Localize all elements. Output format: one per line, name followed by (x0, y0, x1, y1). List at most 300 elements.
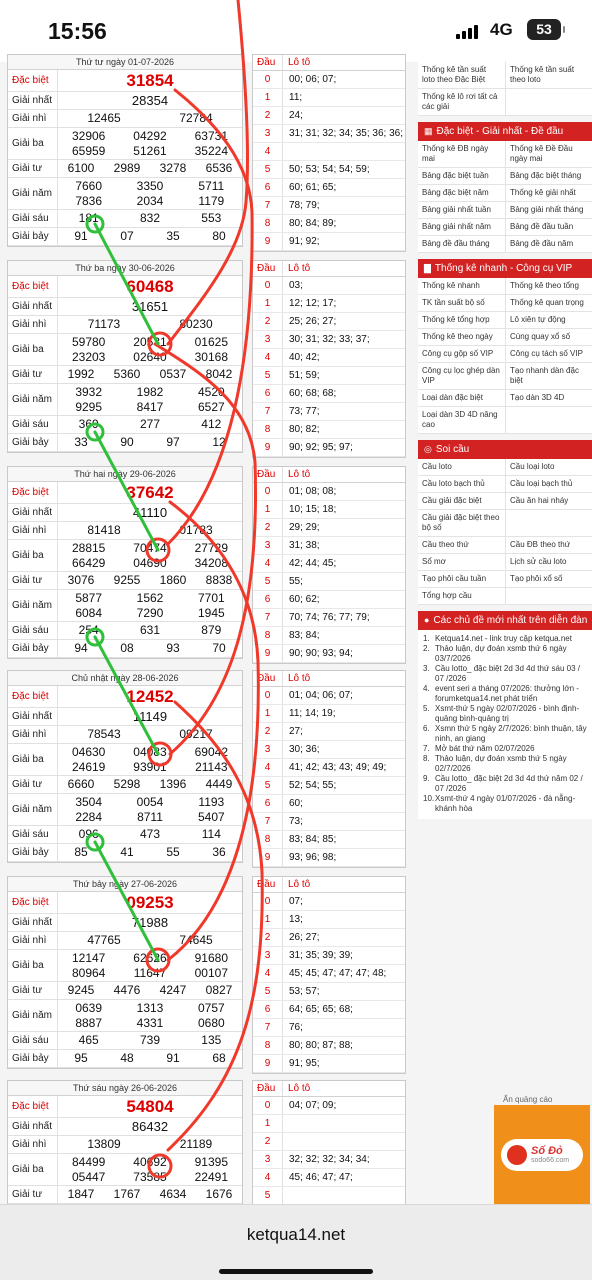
loto-head-digit: 9 (253, 1055, 283, 1072)
loto-head-digit: 5 (253, 777, 283, 794)
sidebar-link[interactable]: Cầu theo thứ (422, 540, 469, 549)
loto-row (253, 349, 405, 367)
prize-number: 4634 (159, 1187, 187, 1201)
result-table (7, 54, 243, 247)
dau-label: Đầu (253, 671, 283, 686)
loto-values: 70; 74; 76; 77; 79; (289, 612, 370, 623)
prize-values (58, 416, 242, 433)
prize-number: 40692 (133, 1154, 167, 1169)
prize-number: 81418 (87, 523, 121, 537)
forum-topic[interactable] (423, 704, 587, 724)
sidebar-section-header (418, 440, 592, 459)
prize-number: 6536 (205, 161, 233, 175)
loto-head-digit: 5 (253, 573, 283, 590)
prize-row-g2 (8, 1136, 242, 1154)
loto-values: 45; 45; 47; 47; 47; 48; (289, 968, 387, 979)
prize-values (58, 640, 242, 657)
sidebar-link[interactable]: Cầu loto (422, 462, 452, 471)
forum-topic-title[interactable]: Xsmt-thứ 5 ngày 02/07/2026 - bình định-quảng bình-quảng trị (435, 704, 580, 723)
loto-head-digit: 7 (253, 813, 283, 830)
prize-row-db (8, 70, 242, 92)
prize-number: 3504 (75, 794, 103, 809)
loto-head-digit: 2 (253, 107, 283, 124)
loto-values (283, 1187, 289, 1204)
forum-topic-title[interactable]: Thảo luận, dự đoán xsmb thứ 5 ngày 02/7/2026 (435, 754, 567, 773)
forum-topic[interactable] (423, 634, 587, 644)
sidebar-link[interactable]: Bảng đề đầu tháng (422, 239, 490, 248)
sidebar-link-row (418, 185, 592, 202)
prize-number: 91395 (194, 1154, 228, 1169)
loto-row (253, 537, 405, 555)
sidebar-link[interactable]: Tạo nhanh dàn đặc biệt (505, 363, 592, 389)
prize-number: 47765 (87, 933, 121, 947)
signal-icon (456, 23, 478, 39)
sidebar (418, 62, 592, 819)
loto-row (253, 331, 405, 349)
sidebar-link[interactable]: Loại dàn 3D 4D nâng cao (422, 410, 498, 429)
sidebar-link-row (418, 168, 592, 185)
loto-values: 41; 42; 43; 43; 49; 49; (289, 762, 387, 773)
prize-number: 1860 (159, 573, 187, 587)
forum-topic-number: 3. (423, 664, 430, 673)
forum-topic[interactable] (423, 684, 587, 704)
prize-values (58, 932, 242, 949)
prize-row-g2 (8, 110, 242, 128)
loto-row (253, 1133, 405, 1151)
prize-values (58, 1000, 242, 1031)
prize-label: Giải năm (8, 1000, 58, 1031)
sidebar-link-row (418, 202, 592, 219)
sidebar-link[interactable]: Cầu loto bạch thủ (422, 479, 485, 488)
hide-ad-link[interactable]: Ẩn quảng cáo (503, 1095, 553, 1104)
forum-topic[interactable] (423, 644, 587, 664)
ad-domain: sodo66.com (531, 1157, 570, 1164)
prize-number: 90 (120, 435, 134, 449)
loto-values (283, 1115, 289, 1132)
prize-number: 85 (74, 845, 88, 859)
prize-number: 55 (166, 845, 180, 859)
prize-values (58, 540, 242, 571)
loto-row (253, 107, 405, 125)
sidebar-link[interactable]: Công cụ gộp số VIP (422, 349, 494, 358)
loto-head-digit: 5 (253, 1187, 283, 1204)
sidebar-link[interactable]: Bảng giải nhất năm (422, 222, 491, 231)
loto-header (253, 1081, 405, 1097)
sidebar-link[interactable]: Cầu giải đặc biệt (422, 496, 482, 505)
loto-values: 91; 92; (289, 236, 320, 247)
forum-topic-number: 4. (423, 684, 430, 693)
loto-row (253, 645, 405, 663)
sidebar-link[interactable]: Thống kê tổng hợp (422, 315, 490, 324)
sidebar-link[interactable]: Bảng đặc biệt tháng (505, 168, 592, 184)
prize-row-g6 (8, 210, 242, 228)
loto-head-digit: 0 (253, 71, 283, 88)
loto-head-digit: 7 (253, 403, 283, 420)
loto-values: 73; (289, 816, 303, 827)
prize-number: 5407 (197, 809, 225, 824)
sidebar-link[interactable]: Thống kê ĐB ngày mai (422, 144, 489, 163)
prize-values (58, 504, 242, 521)
loto-values: 50; 53; 54; 54; 59; (289, 164, 370, 175)
sidebar-link[interactable]: Bảng giải nhất tháng (505, 202, 592, 218)
sidebar-link[interactable]: Loại dàn đặc biệt (422, 393, 483, 402)
loto-row (253, 813, 405, 831)
forum-topic[interactable] (423, 774, 587, 794)
prize-number: 631 (139, 623, 160, 637)
prize-number: 31854 (126, 71, 174, 90)
prize-values (58, 982, 242, 999)
forum-topic-title[interactable]: Xsmn thứ 5 ngày 2/7/2026: bình thuận, tây ninh, an giang (435, 724, 587, 743)
prize-values (58, 572, 242, 589)
sidebar-link[interactable]: Thống kê Đề Đầu ngày mai (505, 141, 592, 167)
sidebar-link[interactable]: Sổ mơ (422, 557, 446, 566)
prize-values (58, 622, 242, 639)
prize-label: Giải ba (8, 334, 58, 365)
coin-icon (507, 1145, 527, 1165)
loto-head-digit: 6 (253, 1001, 283, 1018)
prize-label: Giải tư (8, 776, 58, 793)
prize-number: 4331 (136, 1015, 164, 1030)
sidebar-link[interactable]: TK tần suất bộ số (422, 298, 485, 307)
prize-number: 5877 (75, 590, 103, 605)
prize-row-g7 (8, 640, 242, 658)
prize-number: 7836 (75, 193, 103, 208)
dau-label: Đầu (253, 877, 283, 892)
prize-label: Giải bảy (8, 228, 58, 245)
loto-head-digit: 3 (253, 1151, 283, 1168)
prize-number: 00107 (194, 965, 228, 980)
loto-values: 55; (289, 576, 303, 587)
loto-values: 52; 54; 55; (289, 780, 337, 791)
prize-number: 37642 (126, 483, 174, 502)
loto-values: 60; 68; 68; (289, 388, 337, 399)
prize-number: 02640 (133, 349, 167, 364)
result-table (7, 260, 243, 453)
loto-head-digit: 1 (253, 89, 283, 106)
address-bar[interactable]: ketqua14.net (246, 1225, 346, 1244)
loto-head-digit: 9 (253, 849, 283, 866)
loto-head-digit: 6 (253, 591, 283, 608)
prize-label: Giải nhì (8, 932, 58, 949)
forum-topic-title[interactable]: Thảo luận, dự đoán xsmb thứ 6 ngày 03/7/2026 (435, 644, 567, 663)
loto-row (253, 1115, 405, 1133)
sidebar-link-row (418, 89, 592, 116)
loto-row (253, 1001, 405, 1019)
loto-row (253, 1187, 405, 1205)
forum-topic-title[interactable]: Mở bát thứ năm 02/07/2026 (435, 744, 535, 753)
prize-number: 78543 (87, 727, 121, 741)
loto-head-digit: 1 (253, 911, 283, 928)
sidebar-link-row (418, 236, 592, 253)
loto-values: 13; (289, 914, 303, 925)
loto-values: 01; 08; 08; (289, 486, 337, 497)
prize-number: 11149 (132, 709, 168, 724)
loto-head-digit: 5 (253, 367, 283, 384)
sidebar-link[interactable]: Lịch sử cầu loto (505, 554, 592, 570)
prize-row-g2 (8, 932, 242, 950)
prize-number: 7290 (136, 605, 164, 620)
prize-label: Giải bảy (8, 434, 58, 451)
result-table (7, 466, 243, 659)
loto-head-digit: 2 (253, 519, 283, 536)
loto-row (253, 215, 405, 233)
loto-table (252, 1080, 406, 1224)
prize-number: 8042 (205, 367, 233, 381)
loto-header (253, 55, 405, 71)
loto-head-digit: 0 (253, 483, 283, 500)
loto-head-digit: 1 (253, 295, 283, 312)
prize-number: 3932 (75, 384, 103, 399)
prize-label: Giải nhì (8, 1136, 58, 1153)
sidebar-link[interactable]: Thống kê theo tổng (505, 278, 592, 294)
result-date: Thứ hai ngày 29-06-2026 (8, 467, 242, 482)
loto-values: 91; 95; (289, 1058, 320, 1069)
prize-number: 01625 (194, 334, 228, 349)
loto-row (253, 89, 405, 107)
prize-row-g2 (8, 316, 242, 334)
sidebar-link[interactable]: Lô xiên tự động (505, 312, 592, 328)
prize-number: 35 (166, 229, 180, 243)
sidebar-link-row (418, 571, 592, 588)
forum-topic[interactable] (423, 744, 587, 754)
prize-values (58, 298, 242, 315)
loto-table (252, 466, 406, 664)
page-content[interactable] (0, 57, 592, 1204)
sidebar-section-links (418, 459, 592, 605)
prize-number: 5711 (198, 178, 225, 193)
loto-row (253, 161, 405, 179)
loto-header (253, 467, 405, 483)
prize-label: Giải sáu (8, 622, 58, 639)
prize-number: 04292 (133, 128, 167, 143)
loto-label: Lô tô (288, 469, 311, 480)
prize-number: 31651 (131, 299, 169, 314)
sidebar-link[interactable]: Cầu loại loto (505, 459, 592, 475)
prize-number: 12 (212, 435, 226, 449)
prize-label: Giải ba (8, 128, 58, 159)
prize-number: 32906 (71, 128, 106, 143)
prize-number: 1193 (198, 794, 225, 809)
loto-values: 12; 12; 17; (289, 298, 337, 309)
prize-number: 70474 (133, 540, 167, 555)
sidebar-link[interactable]: Tạo phôi xổ số (505, 571, 592, 587)
result-date: Thứ ba ngày 30-06-2026 (8, 261, 242, 276)
loto-table (252, 670, 406, 868)
prize-values (58, 686, 242, 707)
prize-number: 28815 (71, 540, 106, 555)
prize-row-db (8, 482, 242, 504)
sidebar-link-row (418, 346, 592, 363)
prize-values (58, 1032, 242, 1049)
forum-topic[interactable] (423, 794, 587, 814)
prize-number: 879 (201, 623, 222, 637)
prize-label: Giải bảy (8, 844, 58, 861)
sidebar-link[interactable]: Cùng quay xổ số (505, 329, 592, 345)
sidebar-link[interactable]: Thống kê nhanh (422, 281, 480, 290)
loto-table (252, 876, 406, 1074)
sidebar-link[interactable]: Tạo dàn 3D 4D (505, 390, 592, 406)
sidebar-section-title: Đặc biệt - Giải nhất - Đề đầu (436, 126, 564, 137)
prize-number: 12452 (126, 687, 174, 706)
sidebar-section-header (418, 259, 592, 278)
forum-topic-number: 1. (423, 634, 430, 643)
sidebar-link[interactable]: Tổng hợp cầu (422, 591, 472, 600)
prize-row-g7 (8, 1050, 242, 1068)
advertisement[interactable] (494, 1105, 590, 1204)
home-indicator[interactable] (219, 1269, 373, 1274)
result-date: Chủ nhật ngày 28-06-2026 (8, 671, 242, 686)
loto-head-digit: 0 (253, 1097, 283, 1114)
prize-row-g4 (8, 366, 242, 384)
prize-number: 12147 (71, 950, 106, 965)
loto-head-digit: 3 (253, 741, 283, 758)
prize-number: 6660 (67, 777, 95, 791)
loto-values: 53; 57; (289, 986, 320, 997)
prize-number: 1982 (136, 384, 164, 399)
forum-topic-number: 9. (423, 774, 430, 783)
prize-label: Giải bảy (8, 640, 58, 657)
sidebar-link[interactable]: Bảng giải nhất tuần (422, 205, 491, 214)
loto-row (253, 1037, 405, 1055)
loto-row (253, 759, 405, 777)
prize-values (58, 384, 242, 415)
sidebar-link-row (418, 476, 592, 493)
sidebar-link[interactable]: Bảng đặc biệt năm (422, 188, 489, 197)
prize-number: 369 (78, 417, 99, 431)
loto-header (253, 877, 405, 893)
sidebar-link[interactable]: Cầu loại bạch thủ (505, 476, 592, 492)
sidebar-link-row (418, 554, 592, 571)
loto-head-digit: 2 (253, 1133, 283, 1150)
prize-number: 68 (212, 1051, 226, 1065)
prize-number: 62626 (133, 950, 167, 965)
prize-number: 2284 (75, 809, 103, 824)
loto-row (253, 385, 405, 403)
prize-number: 8417 (136, 399, 164, 414)
prize-number: 30168 (194, 349, 228, 364)
dau-label: Đầu (253, 1081, 283, 1096)
loto-head-digit: 7 (253, 609, 283, 626)
sidebar-link[interactable]: Bảng đề đầu tuần (505, 219, 592, 235)
loto-head-digit: 6 (253, 795, 283, 812)
sidebar-link[interactable]: Thống kê tần suất loto theo Đặc Biệt (422, 65, 487, 84)
prize-number: 2034 (136, 193, 164, 208)
prize-number: 8887 (75, 1015, 103, 1030)
prize-values (58, 228, 242, 245)
prize-label: Giải nhất (8, 298, 58, 315)
prize-number: 12465 (87, 111, 121, 125)
prize-number: 1179 (198, 193, 225, 208)
forum-topic-title[interactable]: Cầu lotto_ đặc biệt 2d 3d 4d thứ năm 02 / 07 /2026 (435, 774, 583, 793)
prize-number: 0639 (75, 1000, 103, 1015)
loto-head-digit: 3 (253, 947, 283, 964)
prize-values (58, 482, 242, 503)
loto-table (252, 54, 406, 252)
prize-number: 72784 (179, 111, 213, 125)
loto-head-digit: 0 (253, 893, 283, 910)
prize-row-g4 (8, 776, 242, 794)
loto-values: 27; (289, 726, 303, 737)
sidebar-link[interactable]: Công cụ tách số VIP (505, 346, 592, 362)
loto-label: Lô tô (288, 879, 311, 890)
prize-label: Đặc biệt (8, 686, 58, 707)
loto-row (253, 555, 405, 573)
loto-values: 93; 96; 98; (289, 852, 337, 863)
prize-row-g1 (8, 504, 242, 522)
loto-head-digit: 5 (253, 983, 283, 1000)
loto-values: 26; 27; (289, 932, 320, 943)
loto-values: 30; 31; 32; 33; 37; (289, 334, 370, 345)
prize-number: 1992 (67, 367, 95, 381)
prize-number: 8838 (205, 573, 233, 587)
sidebar-link-row (418, 219, 592, 236)
prize-number: 6084 (75, 605, 103, 620)
forum-topic-title[interactable]: Xsmt-thứ 4 ngày 01/07/2026 - đà nẵng-khánh hòa (435, 794, 576, 813)
prize-number: 1676 (205, 1187, 233, 1201)
sidebar-link[interactable]: Thống kê lô rơi tất cả các giải (422, 92, 498, 111)
dau-label: Đầu (253, 55, 283, 70)
sidebar-link[interactable]: Cầu ăn hai nháy (505, 493, 592, 509)
prize-number: 80 (212, 229, 226, 243)
prize-values (58, 210, 242, 227)
forum-topic[interactable] (423, 664, 587, 684)
prize-row-g1 (8, 298, 242, 316)
clock: 15:56 (48, 18, 107, 44)
loto-values: 25; 26; 27; (289, 316, 337, 327)
sidebar-link-row (418, 141, 592, 168)
prize-label: Giải ba (8, 950, 58, 981)
prize-row-g5 (8, 384, 242, 416)
prize-label: Giải tư (8, 366, 58, 383)
sidebar-link-row (418, 407, 592, 434)
loto-values: 64; 65; 65; 68; (289, 1004, 353, 1015)
prize-number: 4449 (205, 777, 233, 791)
sidebar-link[interactable]: Công cụ lọc ghép dàn VIP (422, 366, 500, 385)
prize-number: 3350 (136, 178, 164, 193)
forum-topic[interactable] (423, 754, 587, 774)
loto-values: 40; 42; (289, 352, 320, 363)
prize-label: Giải tư (8, 1186, 58, 1203)
forum-topic-title[interactable]: event seri a tháng 07/2026: thưởng lớn - forumketqua14.net phát triển (435, 684, 579, 703)
sidebar-link[interactable]: Thống kê theo ngày (422, 332, 493, 341)
sidebar-link[interactable]: Thống kê tần suất theo loto (505, 62, 592, 88)
sidebar-link[interactable]: Tạo phôi cầu tuần (422, 574, 487, 583)
prize-number: 93901 (133, 759, 167, 774)
sidebar-link[interactable]: Cầu giải đặc biệt theo bộ số (422, 513, 500, 532)
forum-topic-title[interactable]: Ketqua14.net - link truy cập ketqua.net (435, 634, 572, 643)
sidebar-link[interactable]: Thống kê giải nhất (505, 185, 592, 201)
sidebar-link[interactable]: Thống kê quan trọng (505, 295, 592, 311)
sidebar-link[interactable]: Bảng đề đầu năm (505, 236, 592, 252)
sidebar-link-row (418, 295, 592, 312)
loto-row (253, 573, 405, 591)
loto-values: 80; 80; 87; 88; (289, 1040, 353, 1051)
prize-number: 71173 (87, 317, 121, 331)
sidebar-link-row (418, 493, 592, 510)
prize-number: 7701 (197, 590, 225, 605)
sidebar-link[interactable]: Bảng đặc biệt tuần (422, 171, 489, 180)
loto-row (253, 911, 405, 929)
prize-number: 95 (74, 1051, 88, 1065)
forum-topic[interactable] (423, 724, 587, 744)
sidebar-link (505, 588, 592, 604)
sidebar-link[interactable]: Cầu ĐB theo thứ (505, 537, 592, 553)
forum-topic-title[interactable]: Cầu lotto_ đặc biệt 2d 3d 4d thứ sáu 03 / 07 /2026 (435, 664, 581, 683)
loto-head-digit: 0 (253, 277, 283, 294)
loto-row (253, 313, 405, 331)
prize-number: 41 (120, 845, 134, 859)
loto-values: 07; (289, 896, 303, 907)
